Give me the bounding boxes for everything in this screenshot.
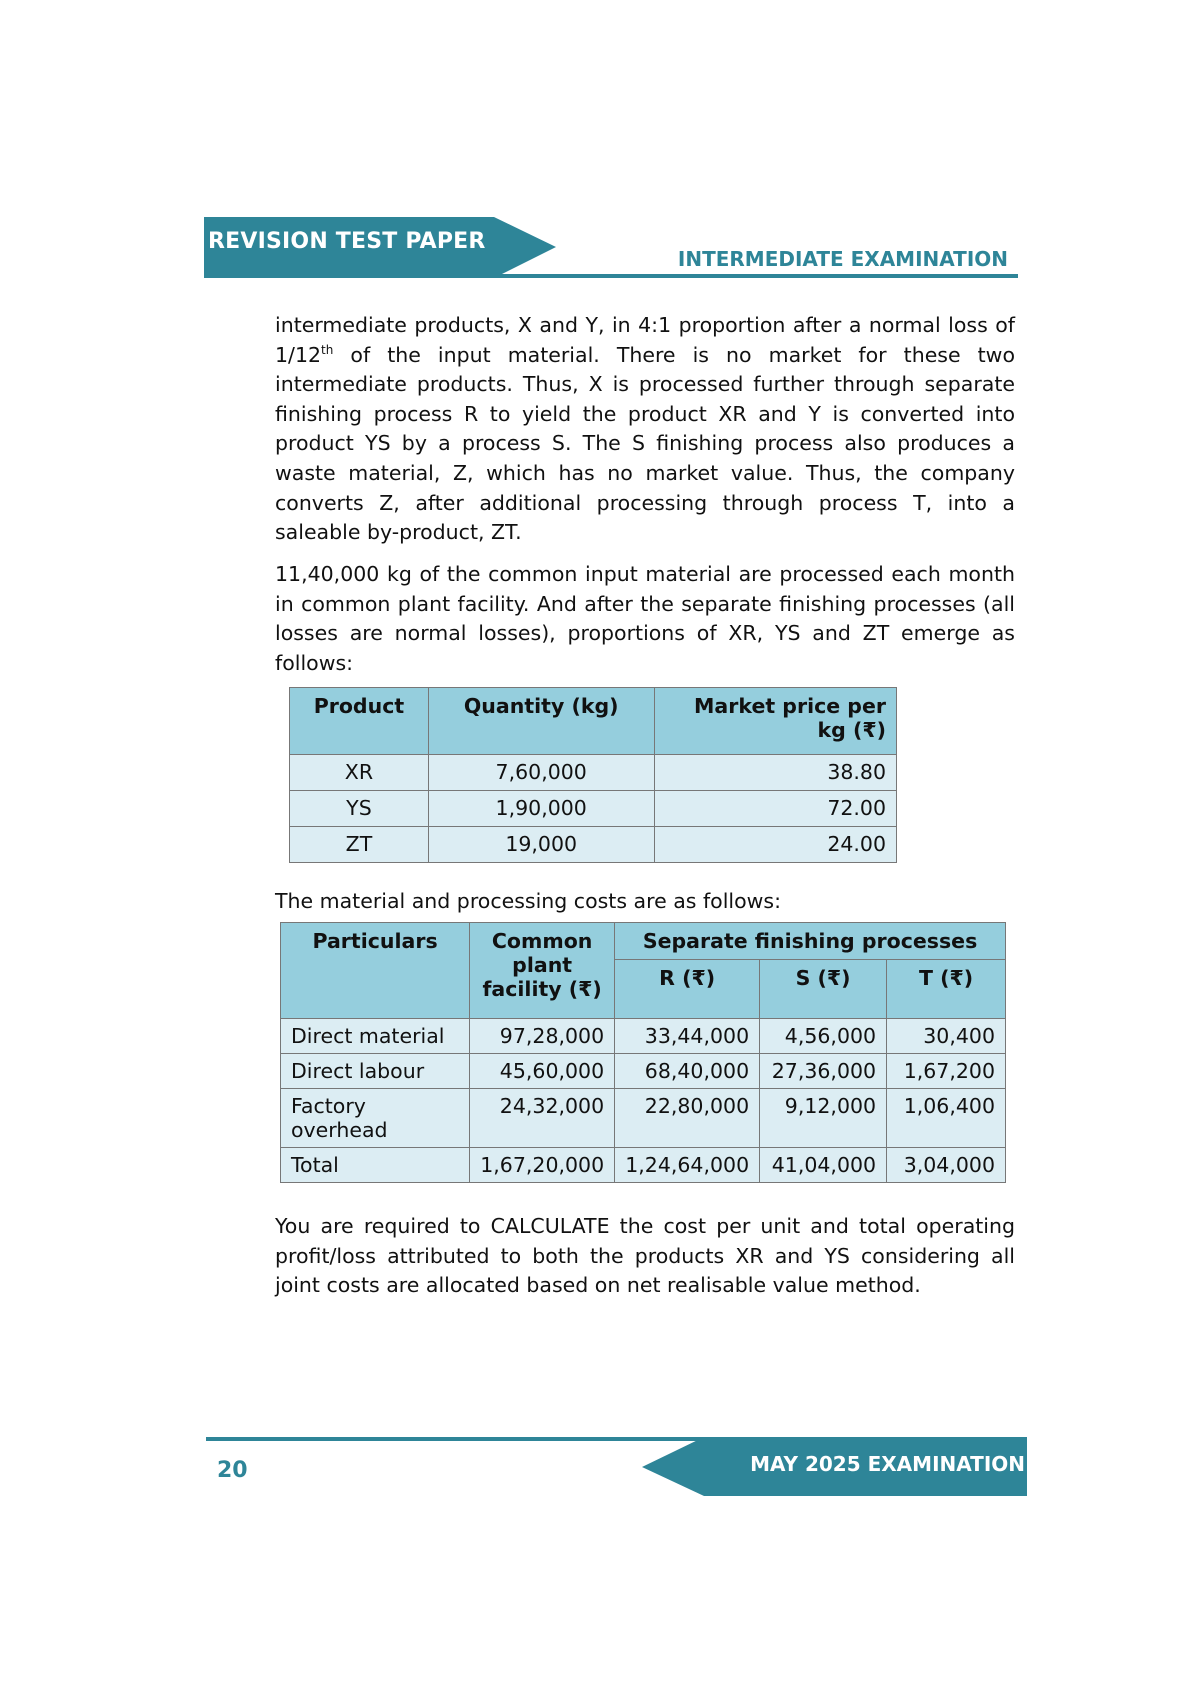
product-quantity: 7,60,000 <box>428 755 654 791</box>
header-rule <box>204 274 1018 278</box>
header-process-s: S (₹) <box>760 960 887 1019</box>
product-table-header <box>290 688 897 755</box>
header-common-plant: Common plant facility (₹) <box>470 923 615 1019</box>
header-separate-processes: Separate finishing processes <box>615 923 1006 960</box>
cost-table-header-row1 <box>281 923 1006 960</box>
s-cost: 4,56,000 <box>760 1019 887 1054</box>
product-price: 38.80 <box>654 755 897 791</box>
paragraph-costs-intro: The material and processing costs are as follows: <box>275 889 782 913</box>
s-cost: 27,36,000 <box>760 1054 887 1089</box>
t-cost: 30,400 <box>887 1019 1006 1054</box>
common-cost: 1,67,20,000 <box>470 1148 615 1183</box>
product-name: YS <box>290 791 429 827</box>
header-market-price: Market price per kg (₹) <box>654 688 897 755</box>
header-quantity: Quantity (kg) <box>428 688 654 755</box>
product-name: ZT <box>290 827 429 863</box>
superscript-th: th <box>321 342 334 357</box>
product-quantity: 1,90,000 <box>428 791 654 827</box>
product-name: XR <box>290 755 429 791</box>
header-process-t: T (₹) <box>887 960 1006 1019</box>
product-table <box>289 687 897 863</box>
paragraph-intro-part2: of the input material. There is no market for these two intermediate products. Thus, X is processed further through separate finishing process R to yield the product XR and Y is converted into product YS by a process S. The S finishing process also produces a waste material, Z, which has no market value. Thus, the company converts Z, after additional processing through process T, into a saleable by-product, ZT. <box>275 342 1015 545</box>
header-process-r: R (₹) <box>615 960 760 1019</box>
t-cost: 1,67,200 <box>887 1054 1006 1089</box>
product-price: 72.00 <box>654 791 897 827</box>
particular-label: Direct labour <box>281 1054 470 1089</box>
product-quantity: 19,000 <box>428 827 654 863</box>
table-row <box>281 1089 1006 1148</box>
footer-exam-title: MAY 2025 EXAMINATION <box>750 1452 1025 1476</box>
table-row <box>281 1019 1006 1054</box>
exam-title: INTERMEDIATE EXAMINATION <box>677 247 1008 271</box>
particular-label: Direct material <box>281 1019 470 1054</box>
product-price: 24.00 <box>654 827 897 863</box>
s-cost: 41,04,000 <box>760 1148 887 1183</box>
paragraph-input-material: 11,40,000 kg of the common input material are processed each month in common plant facility. And after the separate finishing processes (all losses are normal losses), proportions of XR, YS and ZT emerge as follows: <box>275 562 1015 675</box>
common-cost: 97,28,000 <box>470 1019 615 1054</box>
table-row <box>281 1054 1006 1089</box>
header-particulars: Particulars <box>281 923 470 1019</box>
footer-banner <box>642 1437 1027 1496</box>
r-cost: 22,80,000 <box>615 1089 760 1148</box>
table-row <box>290 755 897 791</box>
particular-label: Factory overhead <box>281 1089 470 1148</box>
paragraph-requirement: You are required to CALCULATE the cost per unit and total operating profit/loss attributed to both the products XR and YS considering all joint costs are allocated based on net realisable value method. <box>275 1214 1015 1298</box>
s-cost: 9,12,000 <box>760 1089 887 1148</box>
cost-table <box>280 922 1006 1183</box>
paragraph-intro-part1: intermediate products, X and Y, in 4:1 proportion after a normal loss of 1/12 <box>275 313 1015 367</box>
header-banner <box>204 217 556 278</box>
common-cost: 24,32,000 <box>470 1089 615 1148</box>
table-row <box>290 791 897 827</box>
paragraph-intro <box>275 311 1015 548</box>
table-row <box>290 827 897 863</box>
r-cost: 33,44,000 <box>615 1019 760 1054</box>
common-cost: 45,60,000 <box>470 1054 615 1089</box>
table-row <box>281 1148 1006 1183</box>
t-cost: 1,06,400 <box>887 1089 1006 1148</box>
r-cost: 1,24,64,000 <box>615 1148 760 1183</box>
r-cost: 68,40,000 <box>615 1054 760 1089</box>
t-cost: 3,04,000 <box>887 1148 1006 1183</box>
paper-title: REVISION TEST PAPER <box>208 229 486 254</box>
page-number: 20 <box>217 1458 248 1483</box>
particular-label: Total <box>281 1148 470 1183</box>
header-product: Product <box>290 688 429 755</box>
